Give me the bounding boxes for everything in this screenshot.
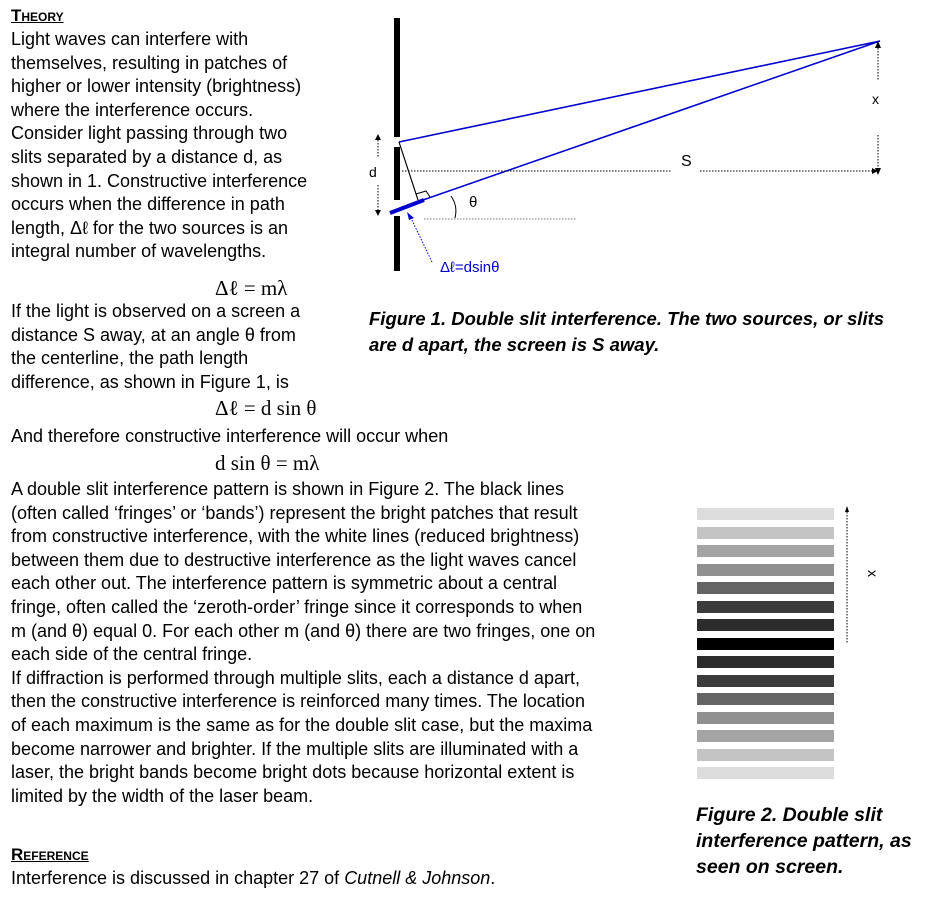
fringe-band: [697, 601, 834, 613]
delta-pointer-arrowhead: [407, 212, 414, 220]
fringe-band: [697, 508, 834, 520]
figure1-s-label: S: [681, 153, 692, 170]
theory-paragraph-2: If the light is observed on a screen a distance S away, at an angle θ from the centerline, the path length difference, as shown in Figure 1, is: [11, 301, 301, 392]
fringe-band: [697, 749, 834, 761]
delta-pointer-line: [410, 216, 432, 262]
figure1-d-label: d: [369, 164, 377, 180]
barrier-middle: [394, 147, 400, 200]
fringe-band: [697, 564, 834, 576]
right-angle-mark: [416, 191, 430, 197]
equation-dsin: Δℓ = d sin θ: [215, 396, 317, 420]
d-arrowhead-top: [375, 134, 381, 140]
fringe-band: [697, 712, 834, 724]
fringe-band: [697, 545, 834, 557]
barrier-bottom: [394, 216, 400, 271]
theory-heading: Theory: [11, 6, 64, 25]
theory-paragraph-3: And therefore constructive interference will occur when: [11, 426, 449, 446]
fringe-band: [697, 767, 834, 779]
equation-path-difference: Δℓ = mλ: [215, 276, 288, 300]
fringe-band: [697, 693, 834, 705]
fringe-band: [697, 656, 834, 668]
figure-2-caption: Figure 2. Double slit interference pattern, as seen on screen.: [696, 804, 912, 878]
fringe-band: [697, 527, 834, 539]
fringe-band: [697, 730, 834, 742]
figure1-x-label: x: [872, 91, 879, 107]
figure1-delta-label: Δℓ=dsinθ: [440, 259, 500, 276]
fringe-band: [697, 638, 834, 650]
fringe-band: [697, 619, 834, 631]
fringe-band: [697, 675, 834, 687]
reference-heading: Reference: [11, 845, 89, 864]
theory-paragraph-4: A double slit interference pattern is shown in Figure 2. The black lines (often called ‘fringes’ or ‘bands’) represent the bright patches that result from constructive interference, with the white lines (reduced brightness) between them due to destructive interference as the light waves cancel each other out. The interference pattern is symmetric about a central fringe, often called the ‘zeroth-order’ fringe since it corresponds to when m (and θ) equal 0. For each other m (and θ) there are two fringes, one on each side of the central fringe. If diffraction is performed through multiple slits, each a distance d apart, then the constructive interference is reinforced many times. The location of each maximum is the same as for the double slit case, but the maxima become narrower and brighter. If the multiple slits are illuminated with a laser, the bright bands become bright dots because horizontal extent is limited by the width of the laser beam.: [11, 479, 596, 806]
figure-1-caption: Figure 1. Double slit interference. The two sources, or slits are d apart, the screen is S away.: [369, 308, 885, 355]
equation-constructive: d sin θ = mλ: [215, 451, 320, 475]
figure1-theta-label: θ: [469, 194, 478, 211]
d-arrowhead-bottom: [375, 210, 381, 216]
beam-upper: [399, 41, 880, 142]
theta-arc: [451, 196, 456, 218]
reference-text: Interference is discussed in chapter 27 of Cutnell & Johnson.: [11, 868, 496, 888]
fringe-band: [697, 582, 834, 594]
figure2-x-label: x: [865, 570, 881, 577]
theory-paragraph-1: Light waves can interfere with themselves, resulting in patches of higher or lower intensity (brightness) where the interference occurs. Consider light passing through two slits separated by a distance d, as shown in 1. Constructive interference occurs when the difference in path length, Δℓ for the two sources is an integral number of wavelengths.: [11, 29, 308, 262]
beam-lower: [400, 41, 880, 208]
barrier-top: [394, 18, 400, 137]
path-difference-segment: [390, 200, 424, 213]
figure2-x-arrowhead: [845, 506, 849, 512]
